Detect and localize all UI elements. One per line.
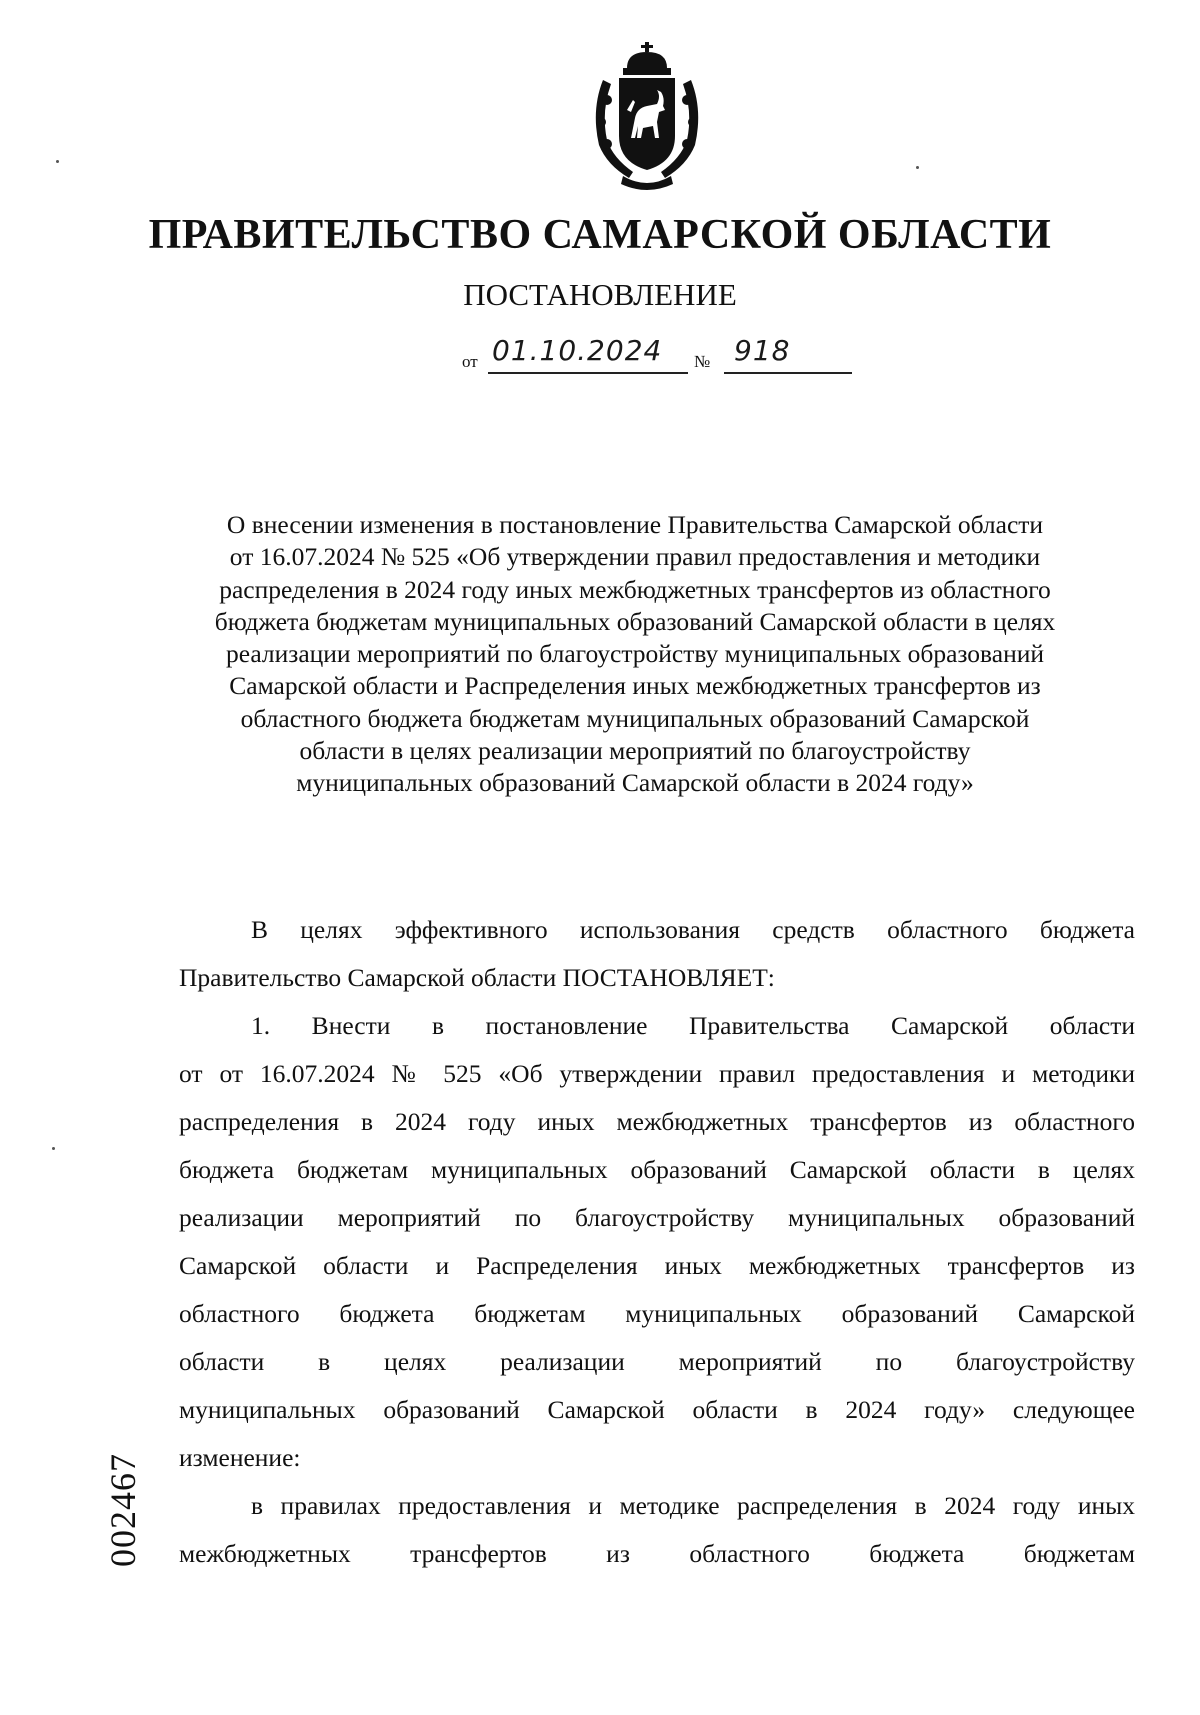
side-serial-number-text: 002467 xyxy=(103,1453,143,1567)
scan-speck xyxy=(56,160,59,163)
government-title: ПРАВИТЕЛЬСТВО САМАРСКОЙ ОБЛАСТИ xyxy=(148,212,1052,258)
body-line: межбюджетных трансфертов из областного бюджета бюджетам xyxy=(179,1539,1135,1568)
subject-line: области в целях реализации мероприятий по благоустройству xyxy=(299,736,971,766)
subject-line: О внесении изменения в постановление Правительства Самарской области xyxy=(226,510,1044,539)
date-number-row xyxy=(462,334,852,374)
body-line: муниципальных образований Самарской области в 2024 году» следующее xyxy=(179,1395,1135,1424)
body-line: бюджета бюджетам муниципальных образований Самарской области в целях xyxy=(179,1155,1135,1184)
body-line: в правилах предоставления и методике распределения в 2024 году иных xyxy=(251,1491,1135,1520)
side-serial-number xyxy=(93,1440,153,1580)
scan-speck xyxy=(916,166,919,169)
body-line: распределения в 2024 году иных межбюджетных трансфертов из областного xyxy=(179,1107,1135,1136)
subject-line: от 16.07.2024 № 525 «Об утверждении правил предоставления и методики xyxy=(229,542,1041,572)
subject-line: распределения в 2024 году иных межбюджетных трансфертов из областного xyxy=(219,574,1051,604)
body-line: В целях эффективного использования средств областного бюджета xyxy=(251,915,1135,944)
subject-line: областного бюджета бюджетам муниципальных образований Самарской xyxy=(240,703,1030,733)
body-line: 1. Внести в постановление Правительства Самарской области xyxy=(251,1011,1135,1040)
number-underline xyxy=(724,372,852,374)
subject-line: реализации мероприятий по благоустройству муниципальных образований xyxy=(225,639,1045,669)
document-subject xyxy=(175,509,1095,800)
body-line: от от 16.07.2024 № 525 «Об утверждении правил предоставления и методики xyxy=(179,1059,1135,1088)
document-type: ПОСТАНОВЛЕНИЕ xyxy=(463,277,737,312)
number-prefix: № xyxy=(694,352,711,371)
handwritten-number: 918 xyxy=(734,334,791,367)
handwritten-date: 01.10.2024 xyxy=(492,334,663,367)
body-line: Самарской области и Распределения иных межбюджетных трансфертов из xyxy=(179,1251,1135,1280)
body-line: области в целях реализации мероприятий по благоустройству xyxy=(179,1347,1135,1376)
date-underline xyxy=(488,372,688,374)
subject-line: бюджета бюджетам муниципальных образований Самарской области в целях xyxy=(214,606,1056,636)
samara-coat-of-arms-icon xyxy=(587,40,707,190)
document-body xyxy=(179,906,1135,1578)
subject-line: Самарской области и Распределения иных межбюджетных трансфертов из xyxy=(229,671,1041,701)
body-line: изменение: xyxy=(179,1443,301,1472)
body-line: Правительство Самарской области ПОСТАНОВЛЯЕТ: xyxy=(179,963,775,992)
body-line: реализации мероприятий по благоустройству муниципальных образований xyxy=(179,1203,1135,1232)
body-line: областного бюджета бюджетам муниципальных образований Самарской xyxy=(179,1299,1135,1328)
date-prefix: от xyxy=(462,352,478,371)
subject-line: муниципальных образований Самарской области в 2024 году» xyxy=(296,768,974,798)
scan-speck xyxy=(52,1147,55,1150)
